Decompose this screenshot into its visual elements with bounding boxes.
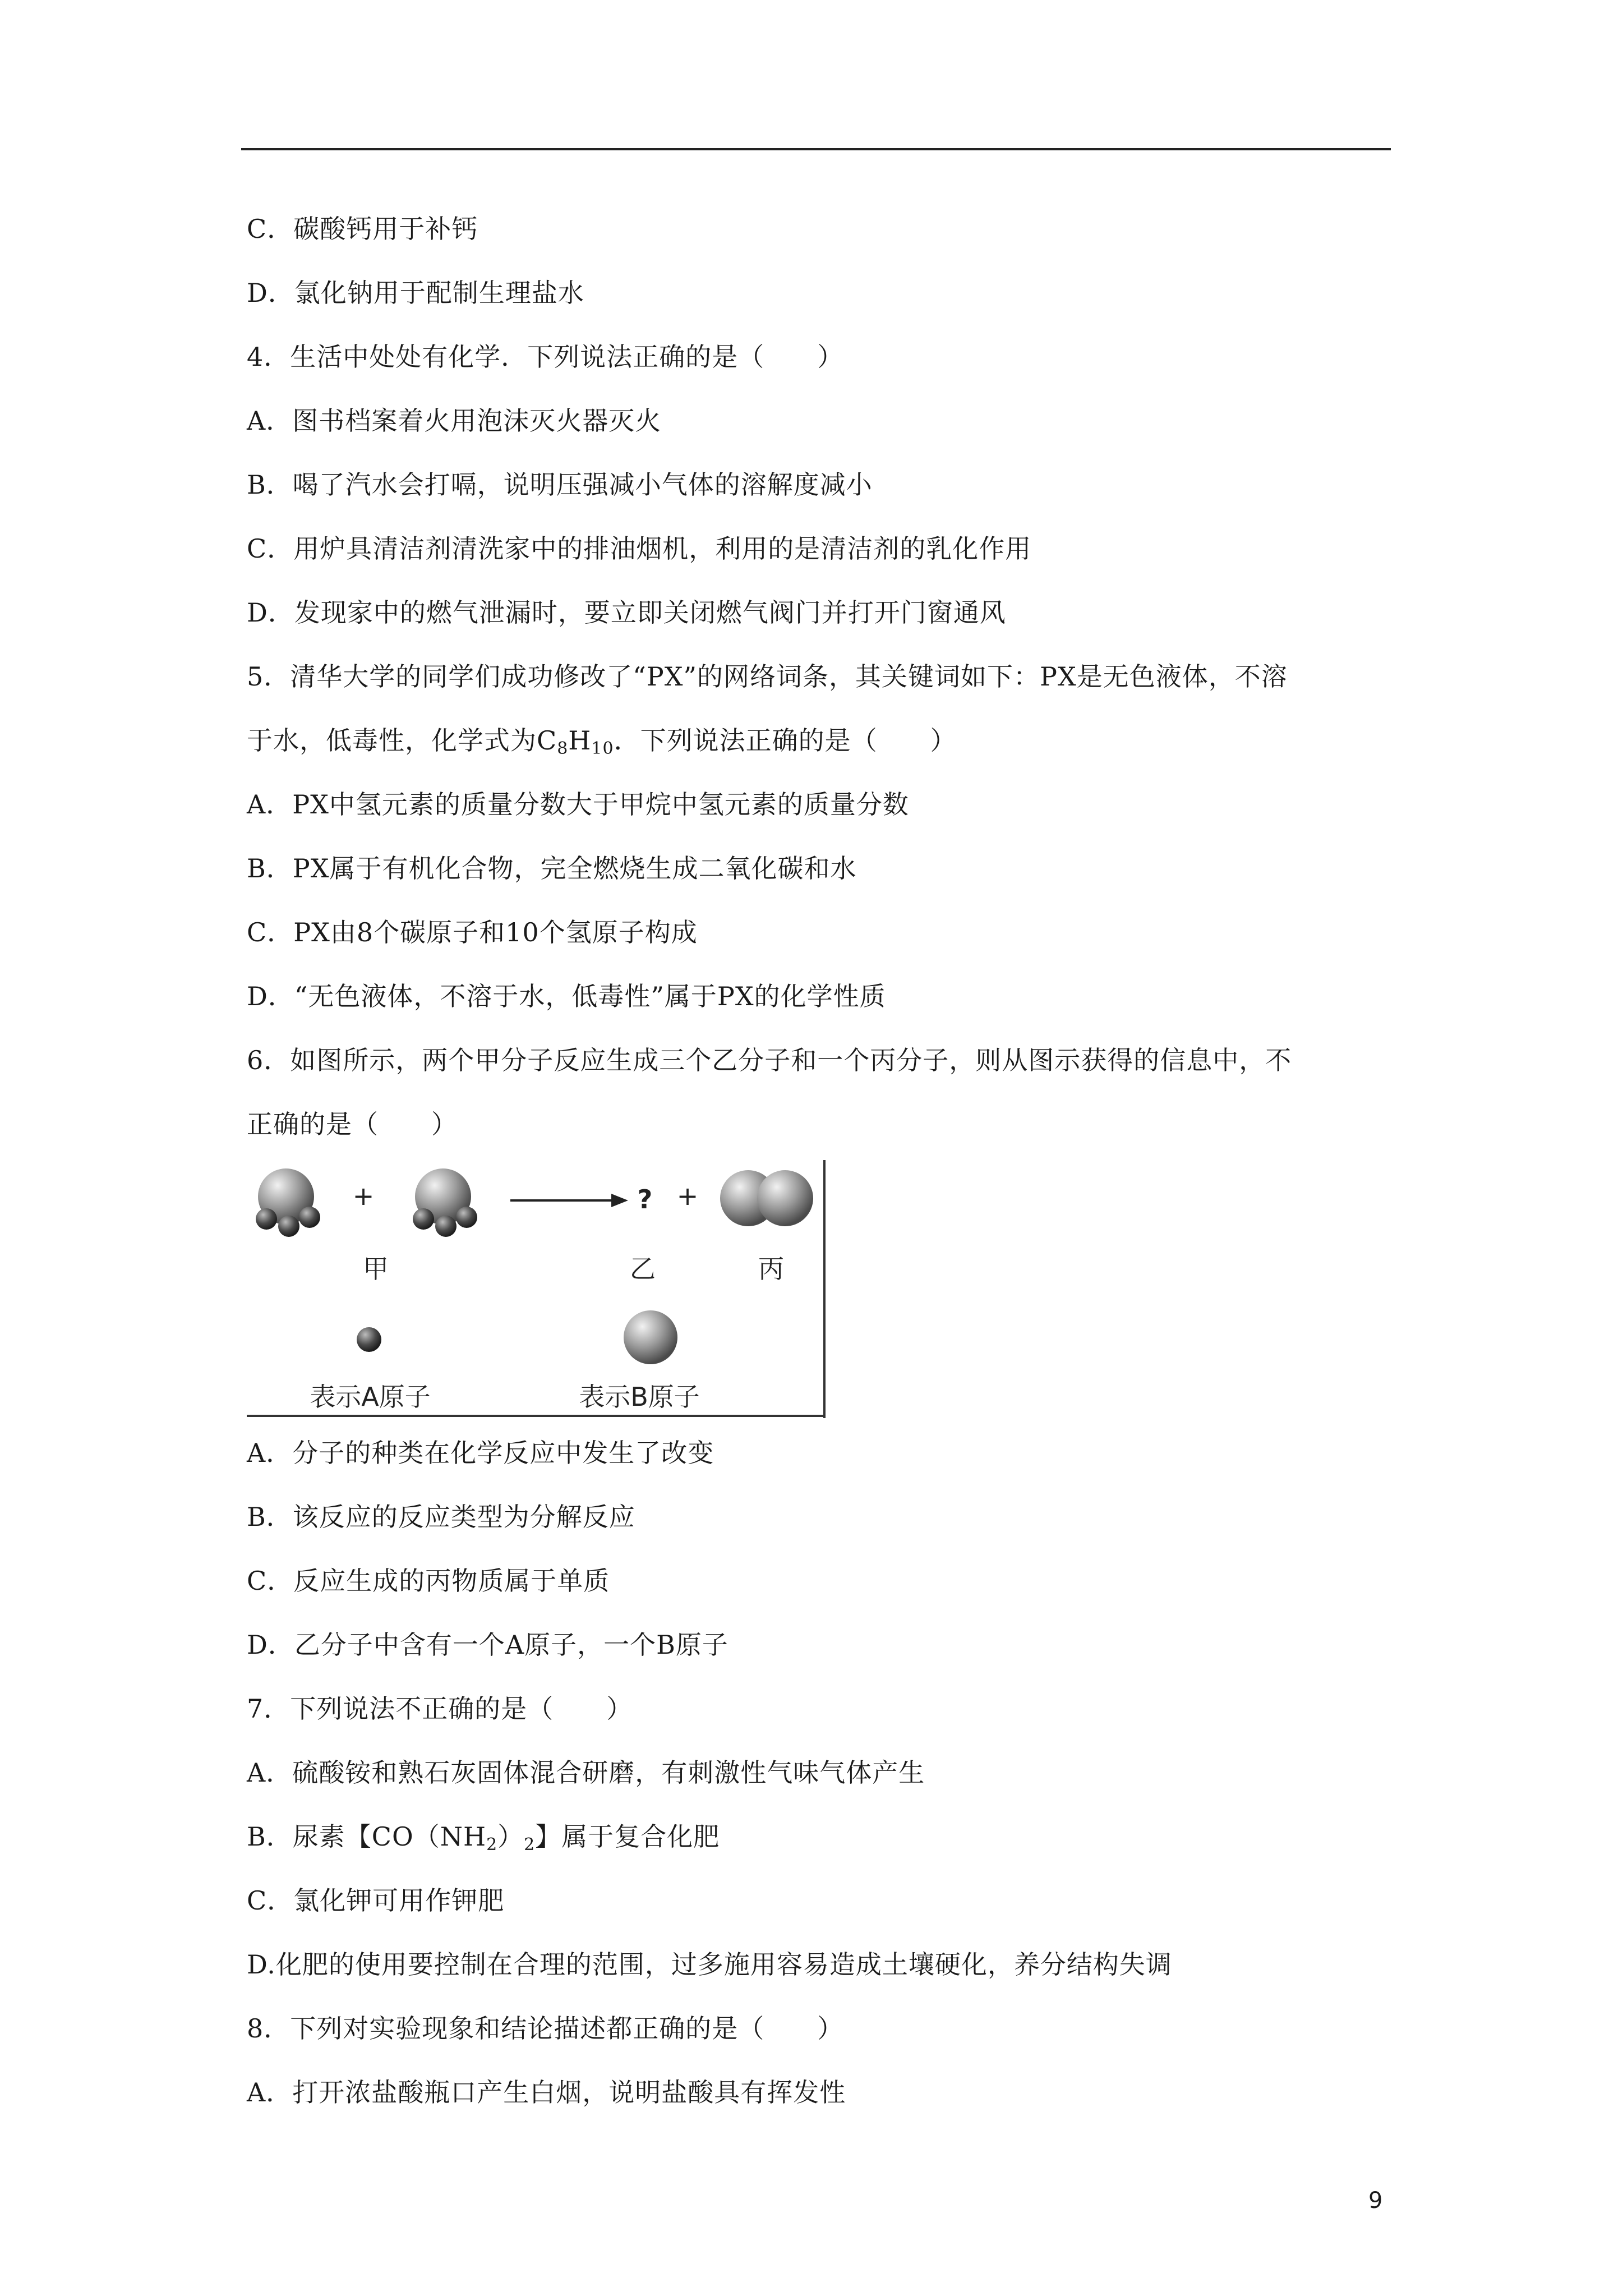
question-6-line2: 正确的是（ ）: [247, 1109, 458, 1139]
option-5b: B．PX属于有机化合物，完全燃烧生成二氧化碳和水: [247, 853, 857, 884]
plus-sign-1: +: [352, 1181, 375, 1211]
question-4: 4．生活中处处有化学．下列说法正确的是（ ）: [247, 342, 844, 372]
reaction-arrow: [510, 1194, 628, 1207]
legend-b-label: 表示B原子: [579, 1382, 700, 1412]
page-number: 9: [1368, 2188, 1383, 2214]
option-4d: D．发现家中的燃气泄漏时，要立即关闭燃气阀门并打开门窗通风: [247, 597, 1006, 628]
question-5-line1: 5．清华大学的同学们成功修改了“PX”的网络词条，其关键词如下：PX是无色液体，不溶: [247, 661, 1288, 692]
option-5d: D．“无色液体，不溶于水，低毒性”属于PX的化学性质: [247, 981, 886, 1011]
option-6c: C．反应生成的丙物质属于单质: [247, 1566, 610, 1596]
reaction-diagram: [247, 1160, 830, 1418]
option-6b: B．该反应的反应类型为分解反应: [247, 1502, 635, 1532]
option-7a: A．硫酸铵和熟石灰固体混合研磨，有刺激性气味气体产生: [247, 1757, 925, 1788]
header-rule: [241, 148, 1391, 150]
option-5a: A．PX中氢元素的质量分数大于甲烷中氢元素的质量分数: [247, 789, 909, 820]
unknown-product-mark: ?: [637, 1184, 653, 1214]
option-7d: D.化肥的使用要控制在合理的范围，过多施用容易造成土壤硬化，养分结构失调: [247, 1949, 1172, 1980]
option-5c: C．PX由8个碳原子和10个氢原子构成: [247, 917, 698, 947]
option-7c: C．氯化钾可用作钾肥: [247, 1885, 505, 1916]
option-3d: D．氯化钠用于配制生理盐水: [247, 278, 584, 308]
option-4a: A．图书档案着火用泡沫灭火器灭火: [247, 406, 662, 436]
molecule-bing: [720, 1170, 813, 1226]
question-5-line2: 于水，低毒性，化学式为$C_8H_{10}$．下列说法正确的是（ ）: [247, 725, 957, 758]
legend-atom-b: [624, 1310, 677, 1364]
molecule-jia-2: [413, 1168, 477, 1237]
option-4c: C．用炉具清洁剂清洗家中的排油烟机，利用的是清洁剂的乳化作用: [247, 533, 1032, 564]
option-7b: B．尿素【$CO(NH_2)_2$】属于复合化肥: [247, 1821, 720, 1855]
option-4b: B．喝了汽水会打嗝，说明压强减小气体的溶解度减小: [247, 470, 873, 500]
label-jia: 甲: [363, 1254, 389, 1284]
label-bing: 丙: [758, 1254, 784, 1284]
option-8a: A．打开浓盐酸瓶口产生白烟，说明盐酸具有挥发性: [247, 2077, 846, 2108]
option-6d: D．乙分子中含有一个A原子，一个B原子: [247, 1630, 728, 1660]
question-6-line1: 6．如图所示，两个甲分子反应生成三个乙分子和一个丙分子，则从图示获得的信息中，不: [247, 1045, 1292, 1075]
label-yi: 乙: [630, 1254, 656, 1284]
plus-sign-2: +: [676, 1181, 699, 1211]
option-3c: C．碳酸钙用于补钙: [247, 214, 478, 244]
option-6a: A．分子的种类在化学反应中发生了改变: [247, 1438, 714, 1468]
question-7: 7．下列说法不正确的是（ ）: [247, 1694, 633, 1724]
molecule-jia-1: [256, 1168, 320, 1237]
legend-a-label: 表示A原子: [310, 1382, 431, 1412]
question-8: 8．下列对实验现象和结论描述都正确的是（ ）: [247, 2013, 844, 2044]
legend-atom-a: [357, 1327, 381, 1352]
